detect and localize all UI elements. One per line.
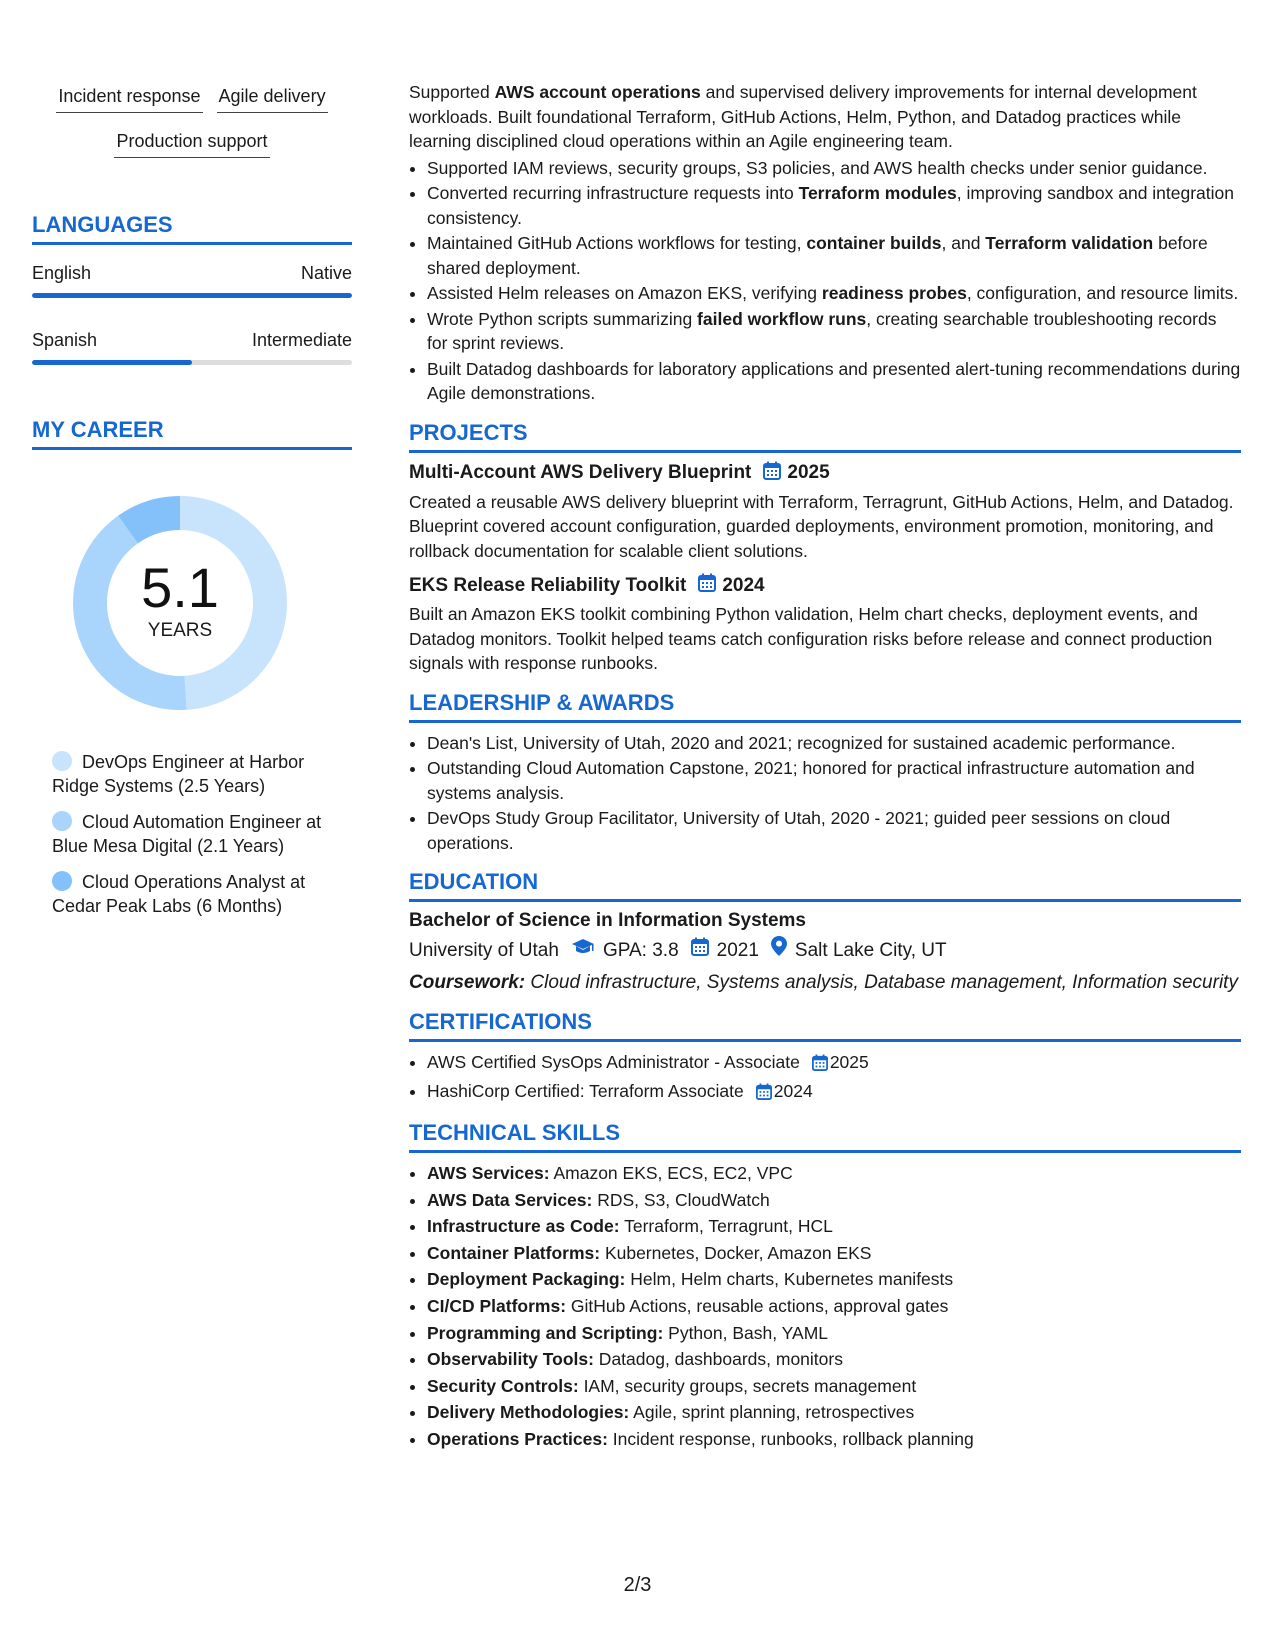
calendar-icon [691, 937, 709, 965]
language-list [32, 261, 352, 365]
experience-bullet: • Assisted Helm releases on Amazon EKS, verifying readiness probes, configuration, and resource limits. [427, 281, 1241, 306]
project-name: EKS Release Reliability Toolkit [409, 574, 687, 596]
degree: Bachelor of Science in Information Systems [409, 910, 806, 931]
skill-item: • Deployment Packaging: Helm, Helm charts, Kubernetes manifests [427, 1267, 1241, 1293]
career-unit: YEARS [147, 620, 213, 641]
legend-dot [52, 871, 72, 891]
legend-dot [52, 811, 72, 831]
experience-bullet: • Converted recurring infrastructure requests into Terraform modules, improving sandbox and integration consistency. [427, 181, 1241, 230]
language-name: English [32, 263, 92, 283]
certification-year: 2024 [773, 1080, 813, 1101]
experience-bullet: • Wrote Python scripts summarizing failed workflow runs, creating searchable troubleshooting records for sprint reviews. [427, 307, 1241, 356]
skill-item: • Programming and Scripting: Python, Bash, YAML [427, 1321, 1241, 1347]
leadership-heading: LEADERSHIP & AWARDS [409, 690, 1241, 723]
certification-year: 2025 [829, 1052, 869, 1072]
language-name: Spanish [32, 330, 98, 350]
experience-bullet: • Built Datadog dashboards for laboratory applications and presented alert-tuning recommendations during Agile demonstrations. [427, 357, 1241, 406]
graduation-year: 2021 [716, 939, 759, 961]
leadership-item: • Outstanding Cloud Automation Capstone, 2021; honored for practical infrastructure automation and systems analysis. [427, 756, 1241, 805]
career-total: 5.1 [141, 556, 219, 619]
skill-item: • CI/CD Platforms: GitHub Actions, reusable actions, approval gates [427, 1294, 1241, 1320]
school: University of Utah [409, 939, 559, 961]
career-heading: MY CAREER [32, 417, 352, 450]
language-bar-fill [32, 360, 192, 365]
tag-list [32, 82, 352, 172]
career-item: Cloud Automation Engineer at Blue Mesa Digital (2.1 Years) [52, 812, 322, 856]
leadership-item: • Dean's List, University of Utah, 2020 and 2021; recognized for sustained academic performance. [427, 731, 1241, 756]
skill-item: • Infrastructure as Code: Terraform, Terragrunt, HCL [427, 1214, 1241, 1240]
education-details [409, 936, 1241, 965]
project-year: 2024 [722, 574, 765, 596]
certification-item: • HashiCorp Certified: Terraform Associate 2024 [427, 1079, 1241, 1107]
languages-heading: LANGUAGES [32, 212, 352, 245]
leadership-list [409, 731, 1241, 856]
skill-item: • Container Platforms: Kubernetes, Docker, Amazon EKS [427, 1241, 1241, 1267]
location-pin-icon [771, 936, 787, 965]
skill-item: • Operations Practices: Incident response, runbooks, rollback planning [427, 1427, 1241, 1453]
skill-item: • AWS Data Services: RDS, S3, CloudWatch [427, 1188, 1241, 1214]
education-heading: EDUCATION [409, 869, 1241, 902]
calendar-icon [698, 573, 716, 598]
career-donut [65, 488, 295, 718]
language-bar-fill [32, 293, 352, 298]
project-year: 2025 [787, 462, 830, 483]
certification-list [409, 1050, 1241, 1106]
career-list [52, 750, 352, 918]
skills-list [409, 1161, 1241, 1453]
language-bar [32, 360, 352, 365]
career-item: DevOps Engineer at Harbor Ridge Systems (2.5 Years) [52, 752, 305, 796]
tag: Agile delivery [217, 82, 328, 113]
coursework: Coursework: Cloud infrastructure, Systems analysis, Database management, Information security [409, 972, 1238, 993]
graduation-cap-icon [571, 937, 595, 965]
experience-bullet: • Supported IAM reviews, security groups, S3 policies, and AWS health checks under senior guidance. [427, 156, 1241, 181]
leadership-item: • DevOps Study Group Facilitator, University of Utah, 2020 - 2021; guided peer sessions on cloud operations. [427, 806, 1241, 855]
project-description: Built an Amazon EKS toolkit combining Python validation, Helm chart checks, deployment events, and Datadog monitors. Toolkit helped teams catch configuration risks before release and connect production signals with response runbooks. [409, 604, 1213, 673]
legend-dot [52, 751, 72, 771]
certifications-heading: CERTIFICATIONS [409, 1009, 1241, 1042]
location: Salt Lake City, UT [794, 939, 947, 961]
project-item [409, 573, 1241, 676]
tag: Production support [114, 127, 269, 158]
project-description: Created a reusable AWS delivery blueprint with Terraform, Terragrunt, GitHub Actions, Helm, and Datadog. Blueprint covered account configuration, guarded deployments, environment promotion, monitoring, and rollback documentation for scalable client solutions. [409, 491, 1234, 561]
projects-heading: PROJECTS [409, 420, 1241, 453]
skill-item: • Observability Tools: Datadog, dashboards, monitors [427, 1347, 1241, 1373]
language-item [32, 328, 352, 365]
skills-heading: TECHNICAL SKILLS [409, 1120, 1241, 1153]
calendar-icon [756, 1082, 772, 1107]
experience-bullets [409, 156, 1241, 406]
right-column [409, 80, 1241, 1454]
skill-item: • Delivery Methodologies: Agile, sprint planning, retrospectives [427, 1400, 1241, 1426]
experience-summary: Supported AWS account operations and supervised delivery improvements for internal development workloads. Built foundational Terraform, GitHub Actions, Helm, Python, and Datadog practices while learning disciplined cloud operations within an Agile engineering team. [409, 82, 1197, 151]
language-item [32, 261, 352, 298]
gpa: GPA: 3.8 [602, 939, 679, 961]
calendar-icon [763, 461, 781, 486]
tag: Incident response [56, 82, 202, 113]
language-level: Intermediate [251, 330, 352, 350]
career-item: Cloud Operations Analyst at Cedar Peak Labs (6 Months) [52, 872, 306, 916]
page-number: 2/3 [623, 1574, 652, 1596]
project-name: Multi-Account AWS Delivery Blueprint [409, 462, 752, 483]
left-column [32, 82, 352, 930]
certification-item: • AWS Certified SysOps Administrator - Associate 2025 [427, 1050, 1241, 1078]
experience-bullet: • Maintained GitHub Actions workflows for testing, container builds, and Terraform validation before shared deployment. [427, 231, 1241, 280]
calendar-icon [812, 1053, 828, 1078]
language-bar [32, 293, 352, 298]
skill-item: • Security Controls: IAM, security groups, secrets management [427, 1374, 1241, 1400]
project-item [409, 461, 1241, 564]
language-level: Native [300, 263, 352, 283]
skill-item: • AWS Services: Amazon EKS, ECS, EC2, VPC [427, 1161, 1241, 1187]
